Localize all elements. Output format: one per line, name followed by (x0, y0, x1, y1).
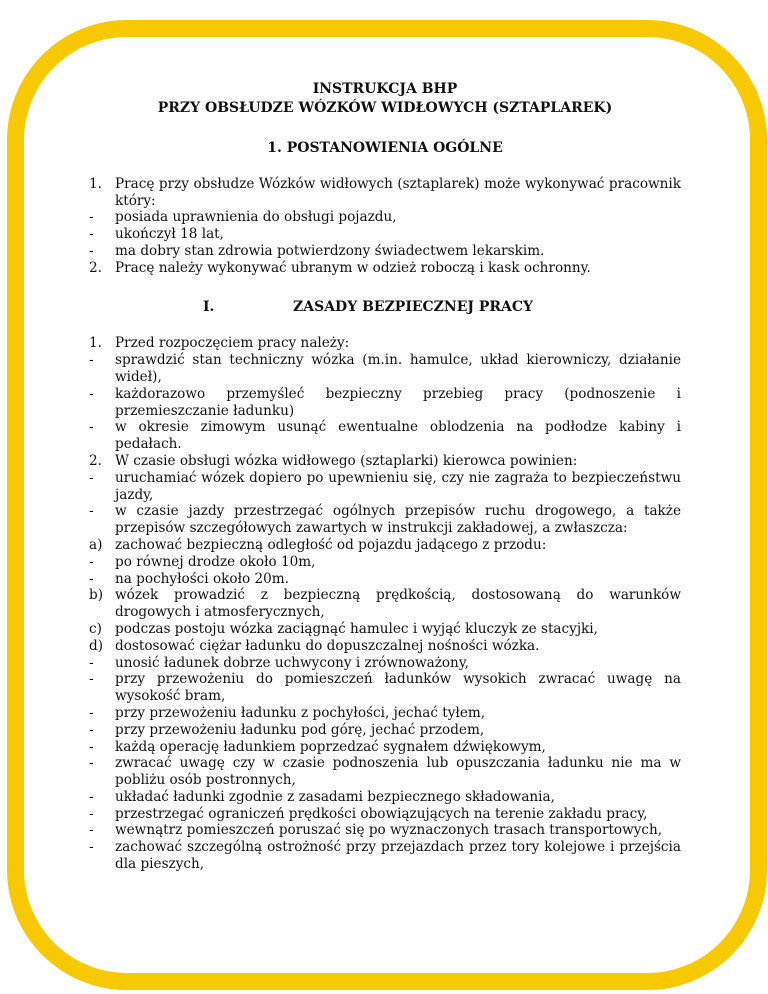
list-item (89, 243, 681, 260)
list-item (89, 470, 681, 504)
list-item (89, 226, 681, 243)
list-marker: - (89, 226, 94, 243)
list-marker: - (89, 704, 94, 721)
list-text: każdorazowo przemyśleć bezpieczny przebieg pracy (podnoszenie i przemieszczanie ładunku) (115, 385, 681, 419)
list-item (89, 789, 681, 806)
list-text: w czasie jazdy przestrzegać ogólnych przepisów ruchu drogowego, a także przepisów szczegółowych zawartych w instrukcji zakładowej, a zwłaszcza: (115, 503, 681, 537)
list-text: dostosować ciężar ładunku do dopuszczalnej nośności wózka. (115, 637, 540, 654)
list-marker: - (89, 419, 94, 436)
list-text: ma dobry stan zdrowia potwierdzony świadectwem lekarskim. (115, 242, 545, 259)
document-body (89, 80, 681, 873)
list-text: W czasie obsługi wózka widłowego (sztaplarki) kierowca powinien: (115, 452, 578, 469)
list-item (89, 335, 681, 352)
list-item (89, 621, 681, 638)
list-text: zwracać uwagę czy w czasie podnoszenia lub opuszczania ładunku nie ma w pobliżu osób postronnych, (115, 755, 681, 789)
list-item (89, 638, 681, 655)
list-item (89, 503, 681, 537)
list-marker: - (89, 242, 94, 259)
list-marker: - (89, 822, 94, 839)
list-item (89, 386, 681, 420)
list-text: posiada uprawnienia do obsługi pojazdu, (115, 209, 397, 226)
list-marker: 1. (89, 175, 102, 192)
list-text: Pracę należy wykonywać ubranym w odzież roboczą i kask ochronny. (115, 259, 591, 276)
list-text: Pracę przy obsłudze Wózków widłowych (sztaplarek) może wykonywać pracownik który: (115, 175, 681, 209)
list-item (89, 209, 681, 226)
list-text: wewnątrz pomieszczeń poruszać się po wyznaczonych trasach transportowych, (115, 822, 663, 839)
section-1-title: 1. POSTANOWIENIA OGÓLNE (267, 140, 503, 156)
list-item (89, 537, 681, 554)
list-marker: - (89, 755, 94, 772)
list-marker: - (89, 352, 94, 369)
list-item (89, 453, 681, 470)
list-text: zachować szczególną ostrożność przy przejazdach przez tory kolejowe i przejścia dla pieszych, (115, 839, 681, 873)
list-item (89, 554, 681, 571)
list-text: wózek prowadzić z bezpieczną prędkością, dostosowaną do warunków drogowych i atmosferycznych, (115, 587, 681, 621)
list-marker: - (89, 553, 94, 570)
list-item (89, 755, 681, 789)
list-item (89, 822, 681, 839)
list-marker: - (89, 654, 94, 671)
list-text: uruchamiać wózek dopiero po upewnieniu się, czy nie zagraża to bezpieczeństwu jazdy, (115, 469, 681, 503)
list-marker: - (89, 671, 94, 688)
list-marker: a) (89, 536, 103, 553)
list-item (89, 705, 681, 722)
title-line-2: PRZY OBSŁUDZE WÓZKÓW WIDŁOWYCH (SZTAPLAREK) (157, 100, 613, 116)
list-text: sprawdzić stan techniczny wózka (m.in. hamulce, układ kierowniczy, działanie wideł), (115, 352, 681, 385)
list-text: na pochyłości około 20m. (115, 570, 289, 587)
list-marker: - (89, 469, 94, 486)
list-marker: - (89, 788, 94, 805)
list-marker: - (89, 385, 94, 402)
list-text: każdą operację ładunkiem poprzedzać sygnałem dźwiękowym, (115, 738, 546, 755)
list-item (89, 176, 681, 210)
list-item (89, 352, 681, 386)
list-marker: - (89, 738, 94, 755)
section-2-list (89, 335, 681, 873)
list-item (89, 806, 681, 823)
list-text: przy przewożeniu ładunku z pochyłości, jechać tyłem, (115, 704, 486, 721)
section-1-list (89, 176, 681, 277)
list-text: przy przewożeniu do pomieszczeń ładunków wysokich zwracać uwagę na wysokość bram, (115, 671, 681, 705)
list-marker: - (89, 721, 94, 738)
title-line-1: INSTRUKCJA BHP (312, 81, 458, 97)
list-text: zachować bezpieczną odległość od pojazdu jadącego z przodu: (115, 536, 547, 553)
document-title (89, 80, 681, 118)
list-marker: 1. (89, 335, 102, 352)
list-marker: 2. (89, 452, 102, 469)
list-item (89, 260, 681, 277)
list-text: w okresie zimowym usunąć ewentualne oblodzenia na podłodze kabiny i pedałach. (115, 419, 681, 453)
list-text: unosić ładunek dobrze uchwycony i zrównoważony, (115, 654, 470, 671)
list-text: po równej drodze około 10m, (115, 553, 316, 570)
list-marker: d) (89, 637, 104, 654)
list-item (89, 655, 681, 672)
list-text: przy przewożeniu ładunku pod górę, jechać przodem, (115, 721, 485, 738)
section-2-number: I. (203, 298, 215, 315)
list-marker: - (89, 503, 94, 520)
list-marker: b) (89, 587, 104, 604)
list-item (89, 839, 681, 873)
list-marker: - (89, 839, 94, 856)
list-marker: 2. (89, 259, 102, 276)
list-item (89, 419, 681, 453)
list-text: ukończył 18 lat, (115, 226, 224, 243)
list-item (89, 722, 681, 739)
list-marker: - (89, 209, 94, 226)
list-marker: - (89, 570, 94, 587)
list-text: podczas postoju wózka zaciągnąć hamulec i wyjąć kluczyk ze stacyjki, (115, 620, 598, 637)
list-text: Przed rozpoczęciem pracy należy: (115, 335, 350, 352)
section-2-title (89, 299, 681, 316)
list-item (89, 571, 681, 588)
section-2-heading: ZASADY BEZPIECZNEJ PRACY (293, 298, 534, 315)
list-marker: - (89, 805, 94, 822)
list-text: układać ładunki zgodnie z zasadami bezpiecznego składowania, (115, 788, 555, 805)
list-item (89, 739, 681, 756)
list-item (89, 587, 681, 621)
list-item (89, 671, 681, 705)
list-marker: c) (89, 620, 102, 637)
list-text: przestrzegać ograniczeń prędkości obowiązujących na terenie zakładu pracy, (115, 805, 648, 822)
